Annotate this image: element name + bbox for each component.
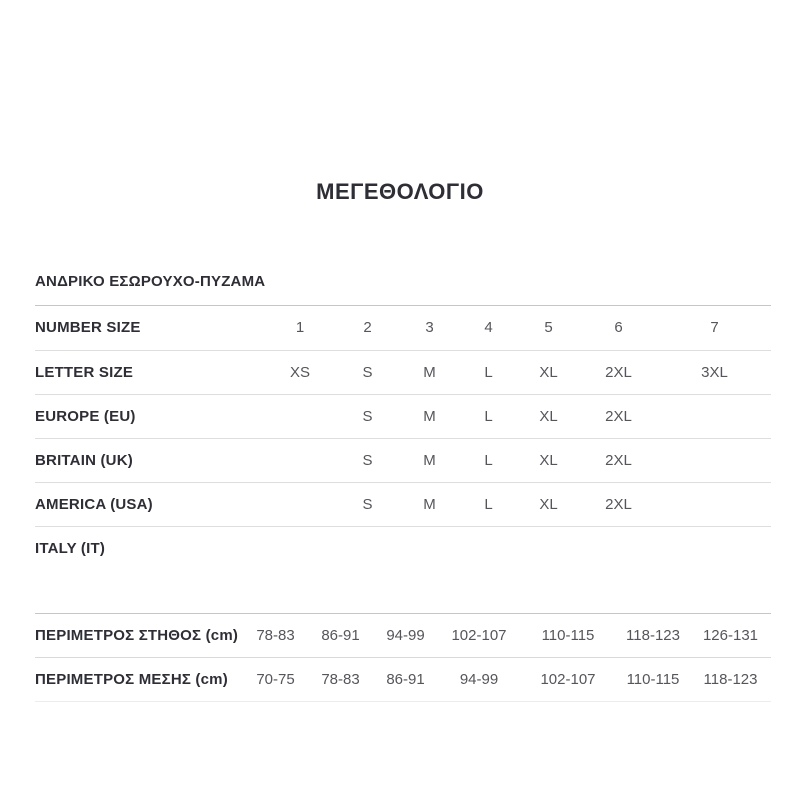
category-header: ΑΝΔΡΙΚΟ ΕΣΩΡΟΥΧΟ-ΠΥΖΑΜΑ [35,272,771,306]
size-value-cell [459,526,518,570]
size-value-cell [265,482,335,526]
size-value-cell: L [459,482,518,526]
measurement-value-cell: 110-115 [520,614,616,658]
measurement-value-cell: 102-107 [438,614,520,658]
row-label-chest-circumference: ΠΕΡΙΜΕΤΡΟΣ ΣΤΗΘΟΣ (cm) [35,614,243,658]
page-title: ΜΕΓΕΘΟΛΟΓΙΟ [316,179,484,204]
row-label-number-size: NUMBER SIZE [35,306,265,350]
size-value-cell: 1 [265,306,335,350]
measurement-value-cell: 78-83 [308,658,373,702]
size-guide-content [35,272,771,702]
size-value-cell [265,438,335,482]
size-conversion-table [35,306,771,570]
size-value-cell: 3XL [658,350,771,394]
size-value-cell [658,482,771,526]
measurement-value-cell: 78-83 [243,614,308,658]
size-value-cell [335,526,400,570]
size-value-cell: 6 [579,306,658,350]
size-value-cell [579,526,658,570]
table-row [35,438,771,482]
size-value-cell [658,438,771,482]
measurement-value-cell: 86-91 [308,614,373,658]
measurement-value-cell: 126-131 [690,614,771,658]
table-row [35,394,771,438]
row-label-europe: EUROPE (EU) [35,394,265,438]
size-value-cell: 2XL [579,438,658,482]
size-value-cell: 2XL [579,482,658,526]
size-value-cell [518,526,579,570]
size-value-cell: 2XL [579,394,658,438]
size-value-cell: 2XL [579,350,658,394]
row-label-america: AMERICA (USA) [35,482,265,526]
row-label-letter-size: LETTER SIZE [35,350,265,394]
size-value-cell: L [459,394,518,438]
measurement-value-cell: 102-107 [520,658,616,702]
size-value-cell: 4 [459,306,518,350]
table-row [35,526,771,570]
measurement-value-cell: 118-123 [690,658,771,702]
measurement-value-cell: 110-115 [616,658,690,702]
table-row [35,306,771,350]
size-value-cell: L [459,438,518,482]
size-value-cell: S [335,394,400,438]
size-value-cell [658,526,771,570]
size-value-cell: 2 [335,306,400,350]
size-value-cell: L [459,350,518,394]
measurement-value-cell: 118-123 [616,614,690,658]
measurement-value-cell: 94-99 [373,614,438,658]
size-value-cell: XL [518,438,579,482]
size-value-cell [265,526,335,570]
size-value-cell: S [335,482,400,526]
table-row [35,658,771,702]
table-row [35,614,771,658]
size-value-cell: 3 [400,306,459,350]
row-label-italy: ITALY (IT) [35,539,106,557]
measurement-value-cell: 70-75 [243,658,308,702]
table-row [35,482,771,526]
measurement-value-cell: 86-91 [373,658,438,702]
row-label-britain: BRITAIN (UK) [35,438,265,482]
size-value-cell: 5 [518,306,579,350]
size-value-cell: M [400,394,459,438]
size-value-cell: M [400,438,459,482]
size-value-cell [265,394,335,438]
size-value-cell: XL [518,350,579,394]
size-value-cell [658,394,771,438]
size-value-cell: XL [518,482,579,526]
size-value-cell: M [400,350,459,394]
body-measurements-table [35,613,771,702]
table-row [35,350,771,394]
size-value-cell: XL [518,394,579,438]
size-value-cell: 7 [658,306,771,350]
size-value-cell: S [335,438,400,482]
size-value-cell: S [335,350,400,394]
size-value-cell: XS [265,350,335,394]
measurement-value-cell: 94-99 [438,658,520,702]
size-value-cell [400,526,459,570]
size-value-cell: M [400,482,459,526]
row-label-waist-circumference: ΠΕΡΙΜΕΤΡΟΣ ΜΕΣΗΣ (cm) [35,658,243,702]
